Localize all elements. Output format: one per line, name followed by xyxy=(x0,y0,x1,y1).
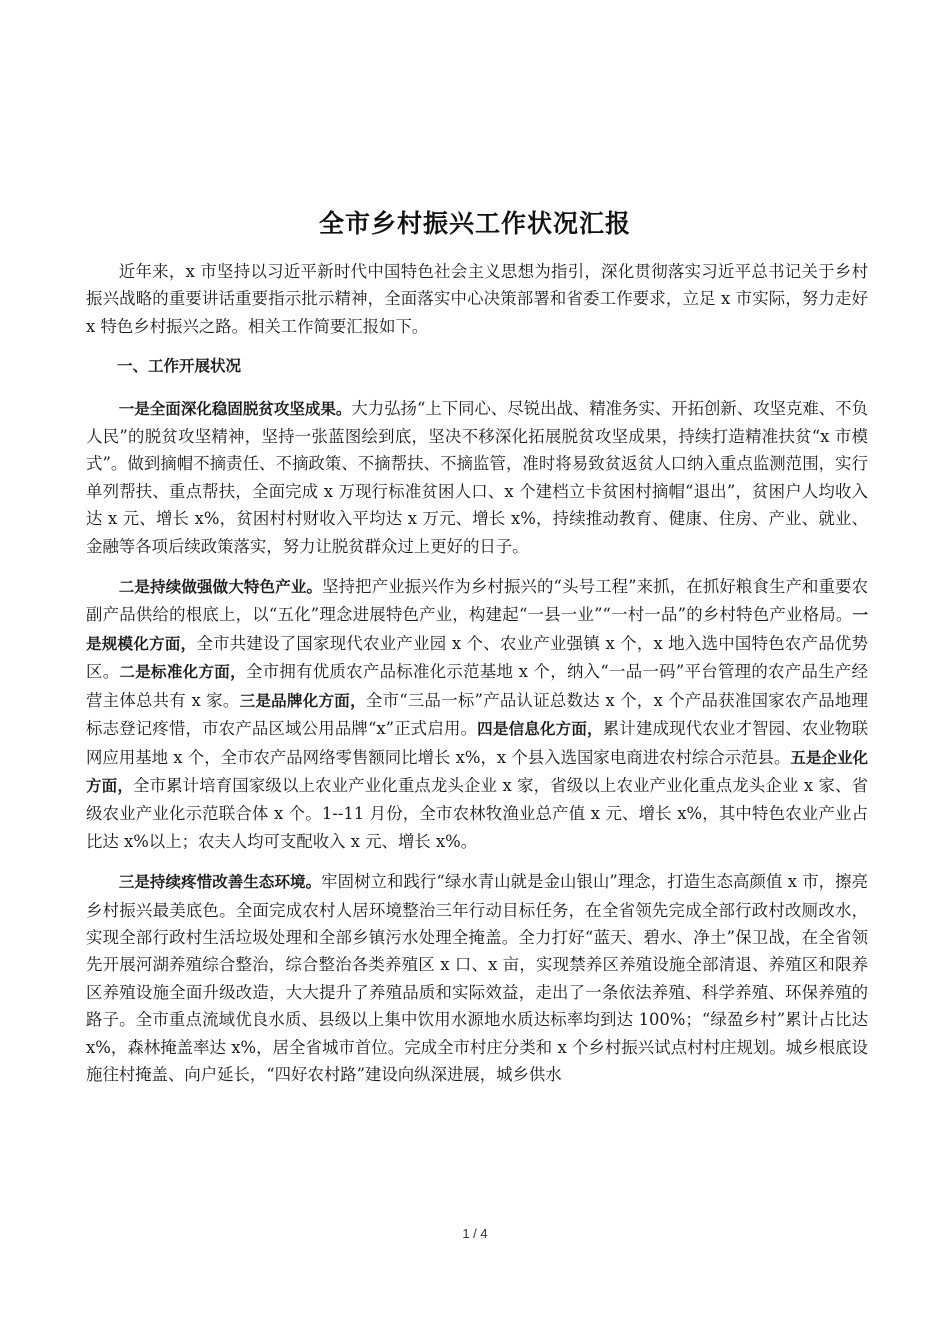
document-body xyxy=(86,258,868,1101)
sub-text-brand: 全市“三品一标”产品认证总数达 x 个，x 个产品获准国家农产品地理标志登记疼惜，市农产品区域公用品牌“x”正式启用。 xyxy=(86,690,868,739)
page-number: 1 / 4 xyxy=(462,1226,488,1241)
document-title: 全市乡村振兴工作状况汇报 xyxy=(318,209,631,238)
paragraph-lead: 三是持续疼惜改善生态环境。 xyxy=(118,873,322,892)
paragraph-lead: 二是持续做强做大特色产业。 xyxy=(118,578,323,597)
paragraph-industry xyxy=(86,573,868,855)
paragraph-text: 大力弘扬“上下同心、尽锐出战、精准务实、开拓创新、攻坚克难、不负人民”的脱贫攻坚精神，坚持一张蓝图绘到底，坚决不移深化拓展脱贫攻坚成果，持续打造精准扶贫“x 市模式”。做到摘帽不摘责任、不摘政策、不摘帮扶、不摘监管，准时将易致贫返贫人口纳入重点监测范围，实行单列帮扶、重点帮扶，全面完成 x 万现行标准贫困人口、x 个建档立卡贫困村摘帽“退出”，贫困户人均收入达 x 元、增长 x%，贫困村村财收入平均达 x 万元、增长 x%，持续推动教育、健康、住房、产业、就业、金融等各项后续政策落实，努力让脱贫群众过上更好的日子。 xyxy=(86,398,868,556)
section-heading: 一、工作开展状况 xyxy=(117,357,242,376)
sub-text-scale: 全市共建设了国家现代农业产业园 x 个、农业产业强镇 x 个，x 地入选中国特色农产品优势区。 xyxy=(86,633,868,682)
intro-paragraph: 近年来，x 市坚持以习近平新时代中国特色社会主义思想为指引，深化贯彻落实习近平总书记关于乡村振兴战略的重要讲话重要指示批示精神，全面落实中心决策部署和省委工作要求，立足 x 市实际，努力走好 x 特色乡村振兴之路。相关工作简要汇报如下。 xyxy=(86,262,868,336)
paragraph-text: 坚持把产业振兴作为乡村振兴的“头号工程”来抓，在抓好粮食生产和重要农副产品供给的根底上，以“五化”理念进展特色产业，构建起“一县一业”“一村一品”的乡村特色产业格局。 xyxy=(86,577,868,625)
sub-text-info: 累计建成现代农业才智园、农业物联网应用基地 x 个，全市农产品网络零售额同比增长 x%，x 个县入选国家电商进农村综合示范县。 xyxy=(86,719,868,767)
sub-text-enterprise: 全市累计培育国家级以上农业产业化重点龙头企业 x 家，省级以上农业产业化重点龙头企业 x 家、省级农业产业化示范联合体 x 个。1--11 月份，全市农林牧渔业总产值 x 元、增长 x%，其中特色农业产业占比达 x%以上；农夫人均可支配收入 x 元、增长 x%。 xyxy=(86,775,868,851)
paragraph-text: 牢固树立和践行“绿水青山就是金山银山”理念，打造生态高颜值 x 市，擦亮乡村振兴最美底色。全面完成农村人居环境整治三年行动目标任务，在全省领先完成全部行政村改厕改水，实现全部行政村生活垃圾处理和全部乡镇污水处理全掩盖。全力打好“蓝天、碧水、净土”保卫战，在全省领先开展河湖养殖综合整治，综合整治各类养殖区 x 口、x 亩，实现禁养区养殖设施全部清退、养殖区和限养区养殖设施全面升级改造，大大提升了养殖品质和实际效益，走出了一条依法养殖、科学养殖、环保养殖的路子。全市重点流域优良水质、县级以上集中饮用水源地水质达标率均到达 100%；“绿盈乡村”累计占比达 x%，森林掩盖率达 x%，居全省城市首位。完成全市村庄分类和 x 个乡村振兴试点村村庄规划。城乡根底设施往村掩盖、向户延长，“四好农村路”建设向纵深进展，城乡供水 xyxy=(86,872,868,1084)
sub-lead-standard: 二是标准化方面， xyxy=(119,663,246,682)
sub-lead-scale: 一是规模化方面， xyxy=(86,606,868,653)
paragraph-lead: 一是全面深化稳固脱贫攻坚成果。 xyxy=(118,399,352,418)
sub-text-standard: 全市拥有优质农产品标准化示范基地 x 个，纳入“一品一码”平台管理的农产品生产经营主体总共有 x 家。 xyxy=(86,662,869,710)
sub-lead-info: 四是信息化方面， xyxy=(477,720,603,739)
sub-lead-enterprise: 五是企业化方面， xyxy=(86,748,868,795)
paragraph-ecology xyxy=(86,868,868,1088)
paragraph-poverty xyxy=(86,395,868,560)
sub-lead-brand: 三是品牌化方面， xyxy=(239,691,366,710)
